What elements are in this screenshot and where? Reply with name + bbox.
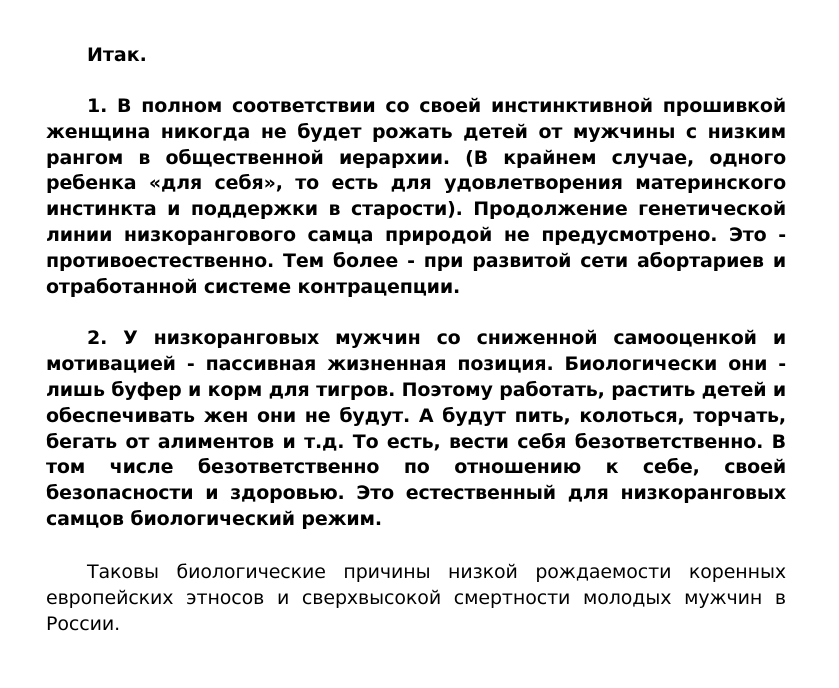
document-heading: Итак.	[87, 44, 147, 66]
document-page	[46, 42, 786, 637]
paragraph-point-2: 2. У низкоранговых мужчин со сниженной самооценкой и мотивацией - пассивная жизненная позиция. Биологически они - лишь буфер и корм для тигров. Поэтому работать, растить детей и обеспечивать жен они не будут. А будут пить, колоться, торчать, бегать от алиментов и т.д. То есть, вести себя безответственно. В том числе безответственно по отношению к себе, своей безопасности и здоровью. Это естественный для низкоранговых самцов биологический режим.	[46, 327, 786, 530]
paragraph-conclusion: Таковы биологические причины низкой рождаемости коренных европейских этносов и сверхвысокой смертности молодых мужчин в России.	[46, 560, 786, 635]
paragraph-point-1: 1. В полном соответствии со своей инстинктивной прошивкой женщина никогда не будет рожать детей от мужчины с низким рангом в общественной иерархии. (В крайнем случае, одного ребенка «для себя», то есть для удовлетворения материнского инстинкта и поддержки в старости). Продолжение генетической линии низкорангового самца природой не предусмотрено. Это - противоестественно. Тем более - при развитой сети абортариев и отработанной системе контрацепции.	[46, 95, 786, 298]
